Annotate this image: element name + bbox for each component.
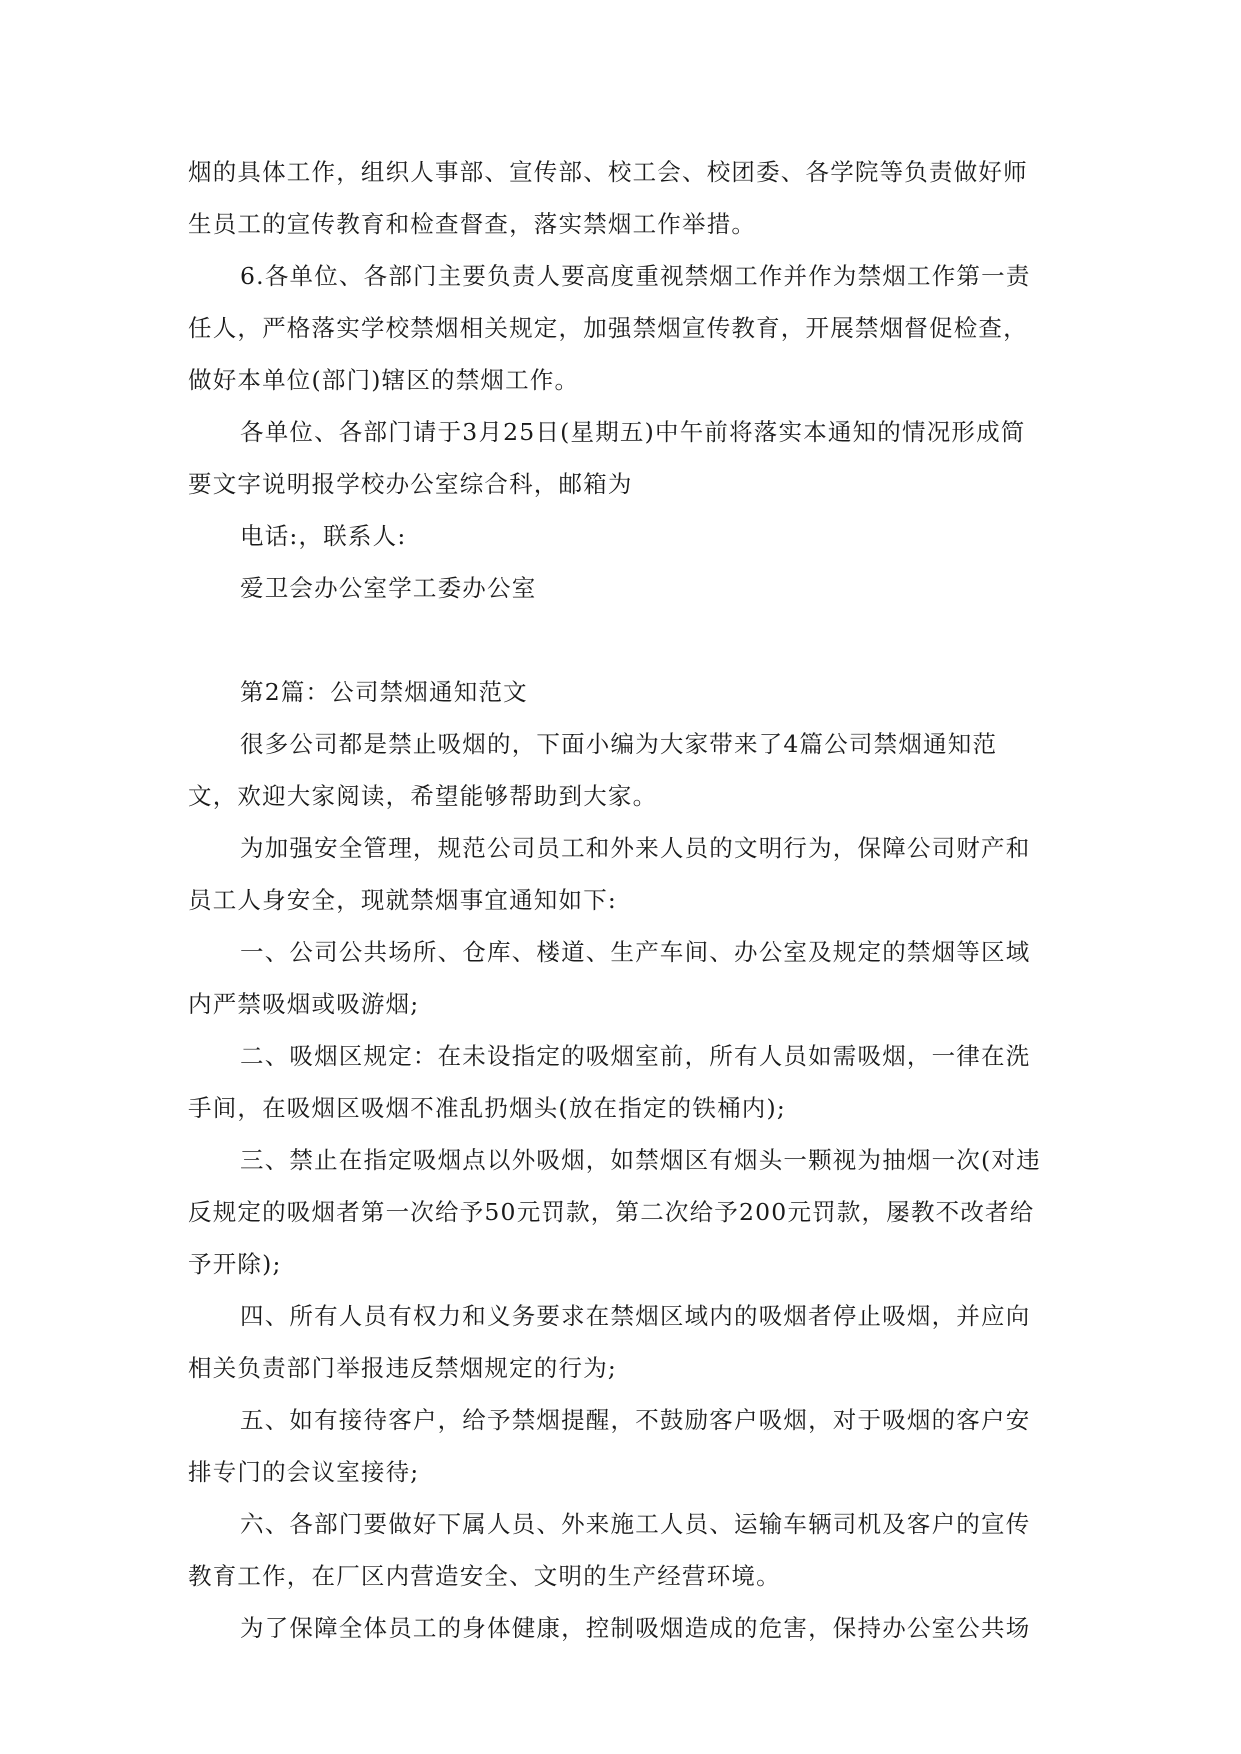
text-line: 二、吸烟区规定：在未设指定的吸烟室前，所有人员如需吸烟，一律在洗 — [240, 1042, 1031, 1070]
text-line: 为加强安全管理，规范公司员工和外来人员的文明行为，保障公司财产和 — [240, 834, 1031, 862]
text-line: 手间，在吸烟区吸烟不准乱扔烟头(放在指定的铁桶内); — [188, 1094, 786, 1122]
text-line: 要文字说明报学校办公室综合科，邮箱为 — [188, 470, 633, 498]
text-line: 爱卫会办公室学工委办公室 — [240, 574, 537, 602]
text-line: 予开除); — [188, 1250, 282, 1278]
text-line: 教育工作，在厂区内营造安全、文明的生产经营环境。 — [188, 1562, 781, 1590]
text-line: 五、如有接待客户，给予禁烟提醒，不鼓励客户吸烟，对于吸烟的客户安 — [240, 1406, 1031, 1434]
text-line: 电话:，联系人: — [240, 522, 407, 550]
text-line: 反规定的吸烟者第一次给予50元罚款，第二次给予200元罚款，屡教不改者给 — [188, 1198, 1035, 1226]
text-line: 三、禁止在指定吸烟点以外吸烟，如禁烟区有烟头一颗视为抽烟一次(对违 — [240, 1146, 1041, 1174]
text-line: 为了保障全体员工的身体健康，控制吸烟造成的危害，保持办公室公共场 — [240, 1614, 1031, 1642]
text-line: 一、公司公共场所、仓库、楼道、生产车间、办公室及规定的禁烟等区域 — [240, 938, 1031, 966]
text-line: 烟的具体工作，组织人事部、宣传部、校工会、校团委、各学院等负责做好师 — [188, 158, 1028, 186]
document-body — [188, 146, 1058, 1654]
text-line: 相关负责部门举报违反禁烟规定的行为; — [188, 1354, 618, 1382]
text-line: 生员工的宣传教育和检查督查，落实禁烟工作举措。 — [188, 210, 757, 238]
text-line: 排专门的会议室接待; — [188, 1458, 420, 1486]
text-line: 各单位、各部门请于3月25日(星期五)中午前将落实本通知的情况形成简 — [240, 418, 1026, 446]
text-line: 任人，严格落实学校禁烟相关规定，加强禁烟宣传教育，开展禁烟督促检查， — [188, 314, 1028, 342]
text-line: 6.各单位、各部门主要负责人要高度重视禁烟工作并作为禁烟工作第一责 — [240, 262, 1031, 290]
text-line: 员工人身安全，现就禁烟事宜通知如下: — [188, 886, 618, 914]
text-line: 内严禁吸烟或吸游烟; — [188, 990, 420, 1018]
text-line: 文，欢迎大家阅读，希望能够帮助到大家。 — [188, 782, 658, 810]
blank-line — [188, 614, 1058, 666]
text-line: 四、所有人员有权力和义务要求在禁烟区域内的吸烟者停止吸烟，并应向 — [240, 1302, 1031, 1330]
section-heading: 第2篇：公司禁烟通知范文 — [240, 678, 528, 706]
text-line: 六、各部门要做好下属人员、外来施工人员、运输车辆司机及客户的宣传 — [240, 1510, 1031, 1538]
text-line: 做好本单位(部门)辖区的禁烟工作。 — [188, 366, 580, 394]
text-line: 很多公司都是禁止吸烟的，下面小编为大家带来了4篇公司禁烟通知范 — [240, 730, 998, 758]
